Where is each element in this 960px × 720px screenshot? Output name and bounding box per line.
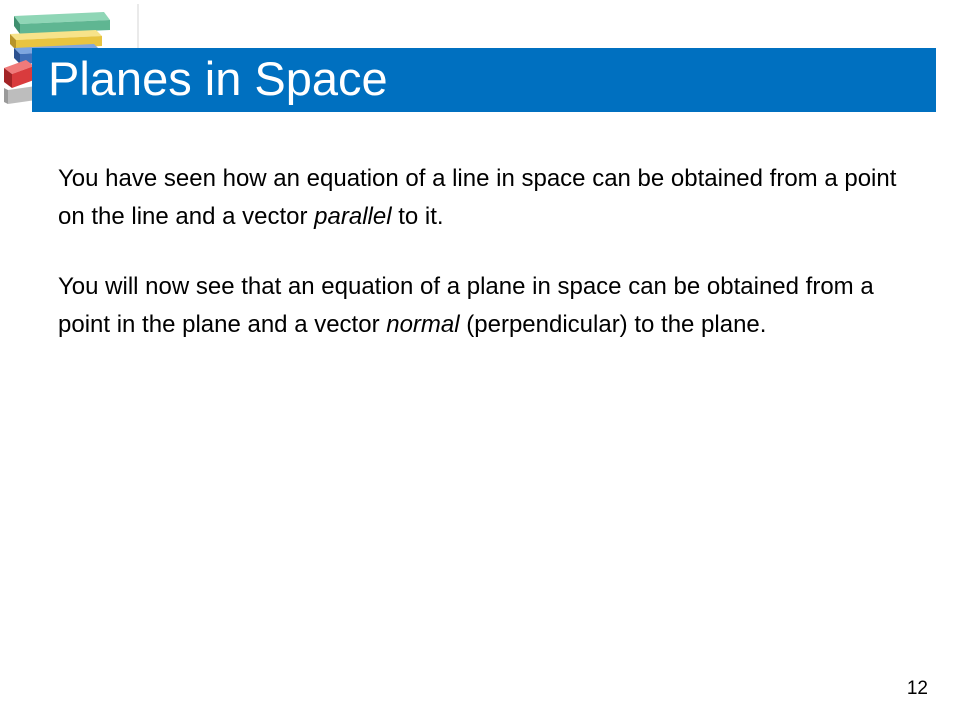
slide-title: Planes in Space bbox=[48, 52, 388, 105]
emphasis-parallel: parallel bbox=[314, 203, 392, 230]
paragraph-line-vector bbox=[58, 160, 908, 236]
slide-body bbox=[58, 160, 908, 344]
paragraph-plane-normal bbox=[58, 268, 908, 344]
page-number: 12 bbox=[906, 678, 928, 699]
paragraph-text: to it. bbox=[391, 203, 444, 230]
paragraph-text: You will now see that an equation of a plane in space can be obtained from a point in the plane and a vector bbox=[58, 273, 874, 338]
paragraph-text: You have seen how an equation of a line in space can be obtained from a point on the line and a vector bbox=[58, 165, 897, 230]
paragraph-text: (perpendicular) to the plane. bbox=[459, 311, 767, 338]
emphasis-normal: normal bbox=[386, 311, 460, 338]
title-bar bbox=[32, 48, 936, 112]
